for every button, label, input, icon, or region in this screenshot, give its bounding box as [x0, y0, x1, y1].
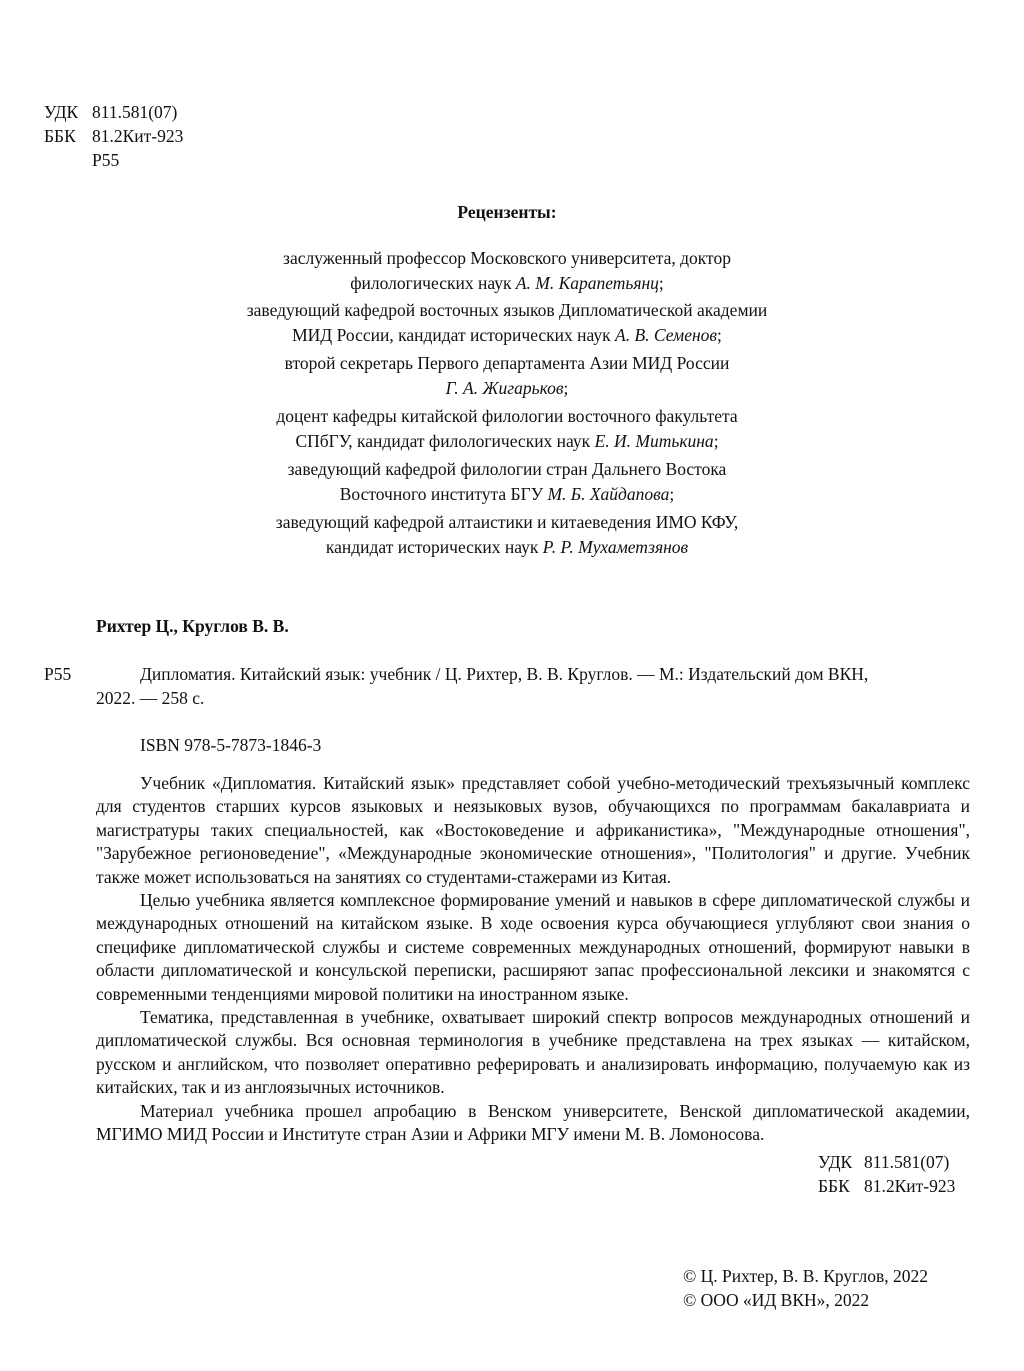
bbk-value: 81.2Кит-923: [864, 1176, 956, 1196]
annotation-paragraph: Материал учебника прошел апробацию в Венском университете, Венской дипломатической академии, МГИМО МИД России и Институте стран Азии и Африки МГУ имени М. В. Ломоносова.: [96, 1100, 970, 1145]
reviewer-line-2: МИД России, кандидат исторических наук А. В. Семенов;: [292, 324, 722, 345]
reviewer-line-1: заслуженный профессор Московского университета, доктор: [283, 248, 731, 268]
udk-label: УДК: [818, 1152, 853, 1172]
reviewer-entry: [0, 510, 1014, 559]
annotation-paragraph: Учебник «Дипломатия. Китайский язык» представляет собой учебно-методический трехъязычный комплекс для студентов старших курсов языковых и неязыковых вузов, обучающихся по программам бакалавриата и магистратуры таких специальностей, как «Востоковедение и африканистика», "Международные отношения", "Зарубежное регионоведение", «Международные экономические отношения», "Политология" и другие. Учебник также может использоваться на занятиях со студентами-стажерами из Китая.: [96, 773, 970, 887]
bibliography-line-2: 2022. — 258 с.: [96, 688, 205, 708]
author-mark: Р55: [92, 150, 120, 170]
reviewer-name: М. Б. Хайдапова: [547, 483, 670, 504]
reviewer-name: Р. Р. Мухаметзянов: [542, 536, 689, 557]
reviewer-line-1: заведующий кафедрой восточных языков Дипломатической академии: [246, 300, 768, 320]
reviewer-line-2: филологических наук А. М. Карапетьянц;: [350, 272, 664, 293]
annotation-paragraph: Целью учебника является комплексное формирование умений и навыков в сфере дипломатической службы и международных отношений на китайском языке. В ходе освоения курса обучающиеся углубляют свои знания о специфике дипломатической службы и системе современных международных отношений, формируют навыки в области дипломатической и консульской переписки, расширяют запас профессиональной лексики и знакомятся с современными тенденциями мировой политики на иностранном языке.: [96, 890, 970, 1004]
reviewer-name: А. М. Карапетьянц: [515, 272, 659, 293]
bbk-row: [818, 1174, 955, 1198]
reviewer-line-1: заведующий кафедрой филологии стран Дальнего Востока: [287, 459, 727, 479]
reviewer-entry: [0, 457, 1014, 506]
reviewer-entry: [0, 298, 1014, 347]
udk-value: 811.581(07): [864, 1152, 950, 1172]
reviewer-line-2: СПбГУ, кандидат филологических наук Е. И. Митькина;: [295, 430, 719, 451]
annotation: [96, 772, 970, 1147]
udk-label: УДК: [44, 102, 79, 122]
reviewer-name: А. В. Семенов: [615, 324, 718, 345]
copyright-block: [683, 1264, 928, 1312]
reviewer-entry: [0, 351, 1014, 400]
bbk-value: 81.2Кит-923: [92, 126, 184, 146]
reviewer-name: Е. И. Митькина: [594, 430, 714, 451]
udk-row: [44, 100, 183, 124]
reviewer-line-1: заведующий кафедрой алтаистики и китаеведения ИМО КФУ,: [275, 512, 739, 532]
bbk-label: ББК: [44, 126, 76, 146]
bbk-label: ББК: [818, 1176, 850, 1196]
reviewer-line-1: второй секретарь Первого департамента Азии МИД России: [284, 353, 730, 373]
copyright-publisher: © ООО «ИД ВКН», 2022: [683, 1290, 870, 1310]
reviewer-line-1: доцент кафедры китайской филологии восточного факультета: [276, 406, 738, 426]
reviewer-line-2: Г. А. Жигарьков;: [445, 377, 569, 398]
reviewer-name: Г. А. Жигарьков: [445, 377, 564, 398]
reviewer-line-2: кандидат исторических наук Р. Р. Мухаметзянов: [325, 536, 689, 557]
header-codes: [44, 100, 183, 172]
reviewer-line-2: Восточного института БГУ М. Б. Хайдапова;: [339, 483, 675, 504]
reviewers-title: Рецензенты:: [457, 202, 557, 222]
authors-heading: Рихтер Ц., Круглов В. В.: [96, 616, 289, 636]
author-mark-row: [44, 148, 183, 172]
isbn: ISBN 978-5-7873-1846-3: [140, 735, 322, 755]
udk-row: [818, 1150, 955, 1174]
udk-value: 811.581(07): [92, 102, 178, 122]
reviewer-entry: [0, 246, 1014, 295]
reviewer-entry: [0, 404, 1014, 453]
bbk-row: [44, 124, 183, 148]
copyright-authors: © Ц. Рихтер, В. В. Круглов, 2022: [683, 1266, 928, 1286]
bibliography-author-mark: Р55: [44, 664, 72, 684]
annotation-paragraph: Тематика, представленная в учебнике, охватывает широкий спектр вопросов международных отношений и дипломатической службы. Вся основная терминология в учебнике представлена на трех языках — китайском, русском и английском, что позволяет оперативно реферировать и анализировать информацию, получаемую как из китайских, так и из англоязычных источников.: [96, 1007, 970, 1098]
bibliography-line-1: Дипломатия. Китайский язык: учебник / Ц. Рихтер, В. В. Круглов. — М.: Издательский дом ВКН,: [140, 664, 869, 684]
footer-codes: [818, 1150, 955, 1198]
